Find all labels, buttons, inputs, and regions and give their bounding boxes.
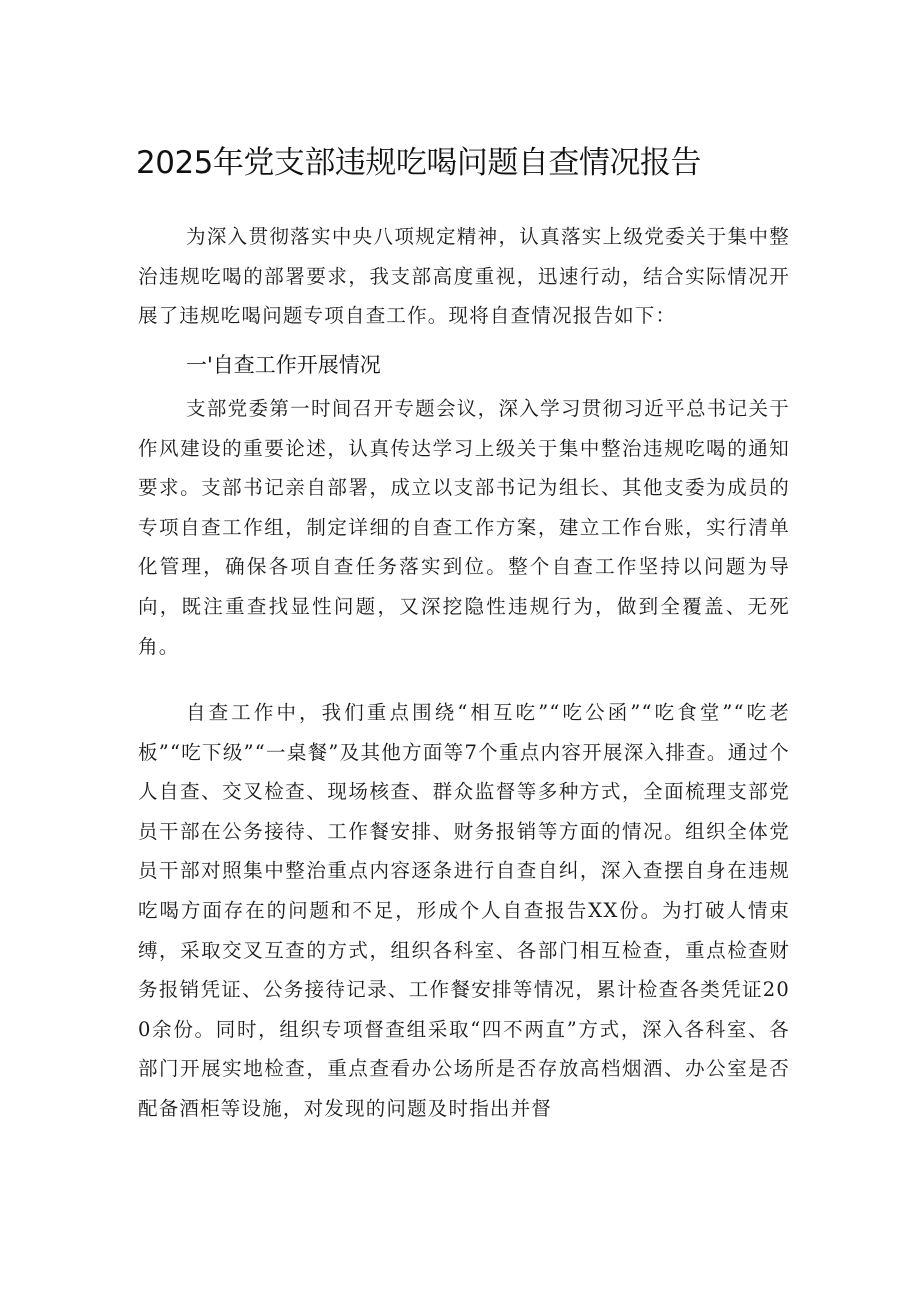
intro-paragraph: 为深入贯彻落实中央八项规定精神，认真落实上级党委关于集中整治违规吃喝的部署要求，我支部高度重视，迅速行动，结合实际情况开展了违规吃喝问题专项自查工作。现将自查情况报告如下：	[138, 225, 790, 328]
section1-paragraph-1: 支部党委第一时间召开专题会议，深入学习贯彻习近平总书记关于作风建设的重要论述，认真传达学习上级关于集中整治违规吃喝的通知要求。支部书记亲自部署，成立以支部书记为组长、其他支委为成员的专项自查工作组，制定详细的自查工作方案，建立工作台账，实行清单化管理，确保各项自查任务落实到位。整个自查工作坚持以问题为导向，既注重查找显性问题，又深挖隐性违规行为，做到全覆盖、无死角。	[138, 397, 790, 658]
section1-paragraph-2: 自查工作中，我们重点围绕“相互吃”“吃公函”“吃食堂”“吃老板”“吃下级”“一桌餐”及其他方面等7个重点内容开展深入排查。通过个人自查、交叉检查、现场核查、群众监督等多种方式，全面梳理支部党员干部在公务接待、工作餐安排、财务报销等方面的情况。组织全体党员干部对照集中整治重点内容逐条进行自查自纠，深入查摆自身在违规吃喝方面存在的问题和不足，形成个人自查报告XX份。为打破人情束缚，采取交叉互查的方式，组织各科室、各部门相互检查，重点检查财务报销凭证、公务接待记录、工作餐安排等情况，累计检查各类凭证200余份。同时，组织专项督查组采取“四不两直”方式，深入各科室、各部门开展实地检查，重点查看办公场所是否存放高档烟酒、办公室是否配备酒柜等设施，对发现的问题及时指出并督	[138, 701, 790, 1120]
document-title: 2025年党支部违规吃喝问题自查情况报告	[136, 145, 701, 181]
section-heading-1: 一'自查工作开展情况	[186, 353, 381, 377]
